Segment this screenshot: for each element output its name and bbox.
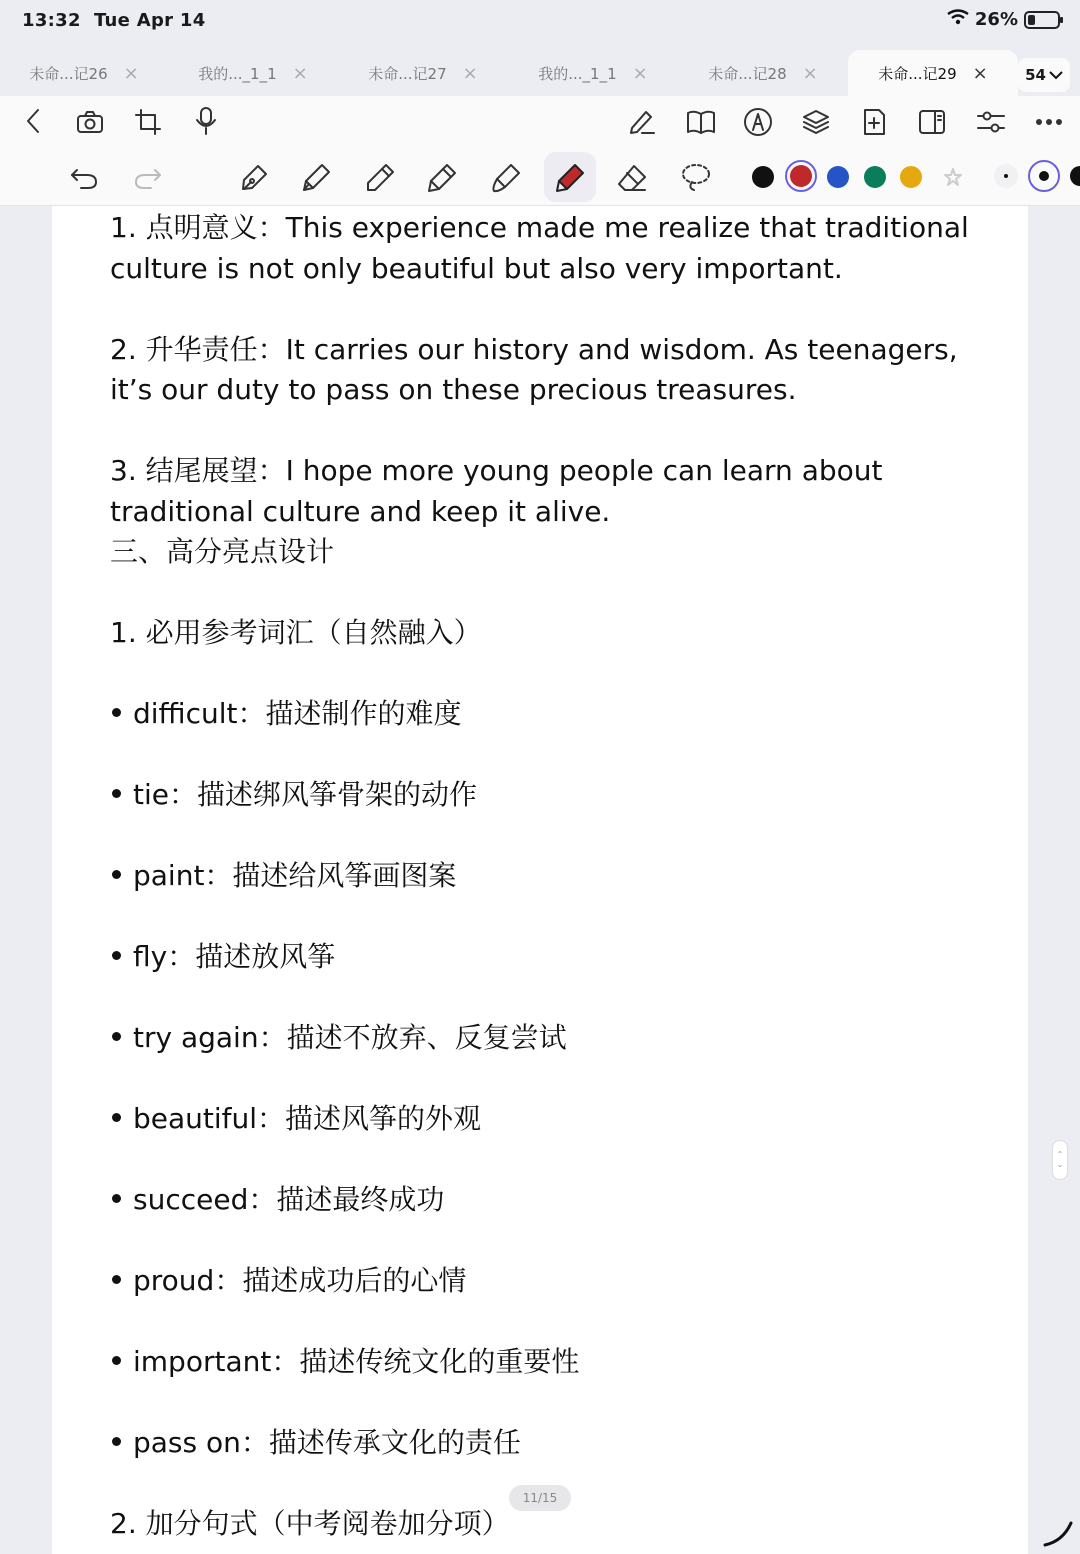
p3-line2: traditional culture and keep it alive. <box>110 494 611 528</box>
brush-icon[interactable] <box>488 160 524 196</box>
undo-icon[interactable] <box>68 162 100 194</box>
close-icon[interactable]: × <box>972 62 988 84</box>
color-blue[interactable] <box>827 166 849 188</box>
p1-line1: 1. 点明意义：This experience made me realize that traditional <box>110 211 969 244</box>
list-item: beautiful：描述风筝的外观 <box>110 1099 990 1140</box>
lasso-icon[interactable] <box>678 160 714 196</box>
add-page-icon[interactable] <box>858 106 890 138</box>
p3-line1: 3. 结尾展望：I hope more young people can learn about <box>110 454 883 487</box>
tab-4[interactable] <box>508 50 678 96</box>
color-red[interactable] <box>790 165 812 187</box>
pen-edit-icon[interactable] <box>626 106 658 138</box>
camera-icon[interactable] <box>74 106 106 138</box>
size-medium[interactable] <box>1039 171 1049 181</box>
book-icon[interactable] <box>684 106 718 138</box>
back-chevron-icon[interactable] <box>18 106 48 136</box>
p2-line2: it’s our duty to pass on these precious treasures. <box>110 373 797 406</box>
size-large[interactable] <box>1070 166 1080 186</box>
chevron-down-icon: ⌄ <box>1056 1160 1064 1169</box>
tab-label: 我的..._1_1 <box>538 64 617 83</box>
close-icon[interactable]: × <box>123 62 139 84</box>
more-icon[interactable] <box>1032 106 1066 138</box>
list-item: proud：描述成功后的心情 <box>110 1261 990 1302</box>
size-small-dot <box>1004 174 1008 178</box>
top-toolbar <box>0 96 1080 148</box>
close-icon[interactable]: × <box>632 62 648 84</box>
status-time: 13:32 Tue Apr 14 <box>22 10 206 31</box>
tab-3[interactable] <box>338 50 508 96</box>
tab-2[interactable] <box>168 50 338 96</box>
page-indicator: 11/15 <box>509 1485 571 1511</box>
fountain-pen-icon[interactable] <box>236 160 272 196</box>
subheading-sentences: 2. 加分句式（中考阅卷加分项） <box>110 1507 510 1540</box>
tab-6-active[interactable] <box>848 50 1018 96</box>
bullet-icon <box>112 1032 121 1041</box>
crop-icon[interactable] <box>132 106 164 138</box>
bullet-icon <box>112 1113 121 1122</box>
color-green[interactable] <box>864 166 886 188</box>
p2-line1: 2. 升华责任：It carries our history and wisdom. As teenagers, <box>110 332 958 366</box>
list-item: try again：描述不放弃、反复尝试 <box>110 1018 990 1059</box>
close-icon[interactable]: × <box>462 62 478 84</box>
bullet-icon <box>112 951 121 960</box>
highlighter-icon[interactable] <box>552 160 588 196</box>
color-black[interactable] <box>752 166 774 188</box>
note-page[interactable] <box>52 206 1028 1554</box>
tab-bar <box>0 44 1080 96</box>
bullet-icon <box>112 1437 121 1446</box>
color-yellow[interactable] <box>900 166 922 188</box>
redo-icon[interactable] <box>132 162 164 194</box>
marker-icon[interactable] <box>424 160 460 196</box>
list-item: paint：描述给风筝画图案 <box>110 856 990 897</box>
scroll-handle[interactable] <box>1052 1140 1068 1180</box>
microphone-icon[interactable] <box>190 104 222 138</box>
subheading-vocab: 1. 必用参考词汇（自然融入） <box>110 616 482 649</box>
p1-line2: culture is not only beautiful but also very important. <box>110 251 843 285</box>
add-color-icon[interactable] <box>940 164 966 190</box>
tab-1[interactable] <box>0 50 168 96</box>
close-icon[interactable]: × <box>292 62 308 84</box>
tab-5[interactable] <box>678 50 848 96</box>
list-item: pass on：描述传承文化的责任 <box>110 1423 990 1464</box>
status-bar <box>0 0 1080 42</box>
ballpoint-pen-icon[interactable] <box>298 160 334 196</box>
tab-label: 未命...记28 <box>708 64 787 83</box>
note-content <box>110 208 990 1545</box>
chevron-up-icon: ⌃ <box>1056 1150 1064 1159</box>
layers-icon[interactable] <box>800 106 832 138</box>
tab-label: 我的..._1_1 <box>198 64 277 83</box>
pencil-hover-icon <box>1040 1512 1076 1548</box>
battery-percent: 26% <box>974 9 1018 30</box>
eraser-icon[interactable] <box>614 160 650 196</box>
chevron-down-icon <box>1049 66 1063 84</box>
tool-toolbar <box>0 148 1080 206</box>
list-item: important：描述传统文化的重要性 <box>110 1342 990 1383</box>
tab-label: 未命...记26 <box>29 64 108 83</box>
wifi-icon <box>947 9 969 30</box>
battery-icon <box>1024 11 1060 29</box>
tab-label: 未命...记27 <box>368 64 447 83</box>
list-item: succeed：描述最终成功 <box>110 1180 990 1221</box>
section-title: 三、高分亮点设计 <box>110 535 335 568</box>
bullet-icon <box>112 1194 121 1203</box>
close-icon[interactable]: × <box>802 62 818 84</box>
list-item: fly：描述放风筝 <box>110 937 990 978</box>
tab-count-button[interactable]: 54 <box>1018 58 1070 92</box>
bullet-icon <box>112 1356 121 1365</box>
list-item: tie：描述绑风筝骨架的动作 <box>110 775 990 816</box>
sliders-icon[interactable] <box>974 106 1008 138</box>
pencil-circle-icon[interactable] <box>742 106 774 138</box>
tab-label: 未命...记29 <box>878 64 957 83</box>
status-right <box>947 9 1060 30</box>
sidebar-icon[interactable] <box>916 106 948 138</box>
list-item: difficult：描述制作的难度 <box>110 694 990 735</box>
pencil-icon[interactable] <box>362 160 398 196</box>
bullet-icon <box>112 708 121 717</box>
bullet-icon <box>112 1275 121 1284</box>
bullet-icon <box>112 789 121 798</box>
bullet-icon <box>112 870 121 879</box>
